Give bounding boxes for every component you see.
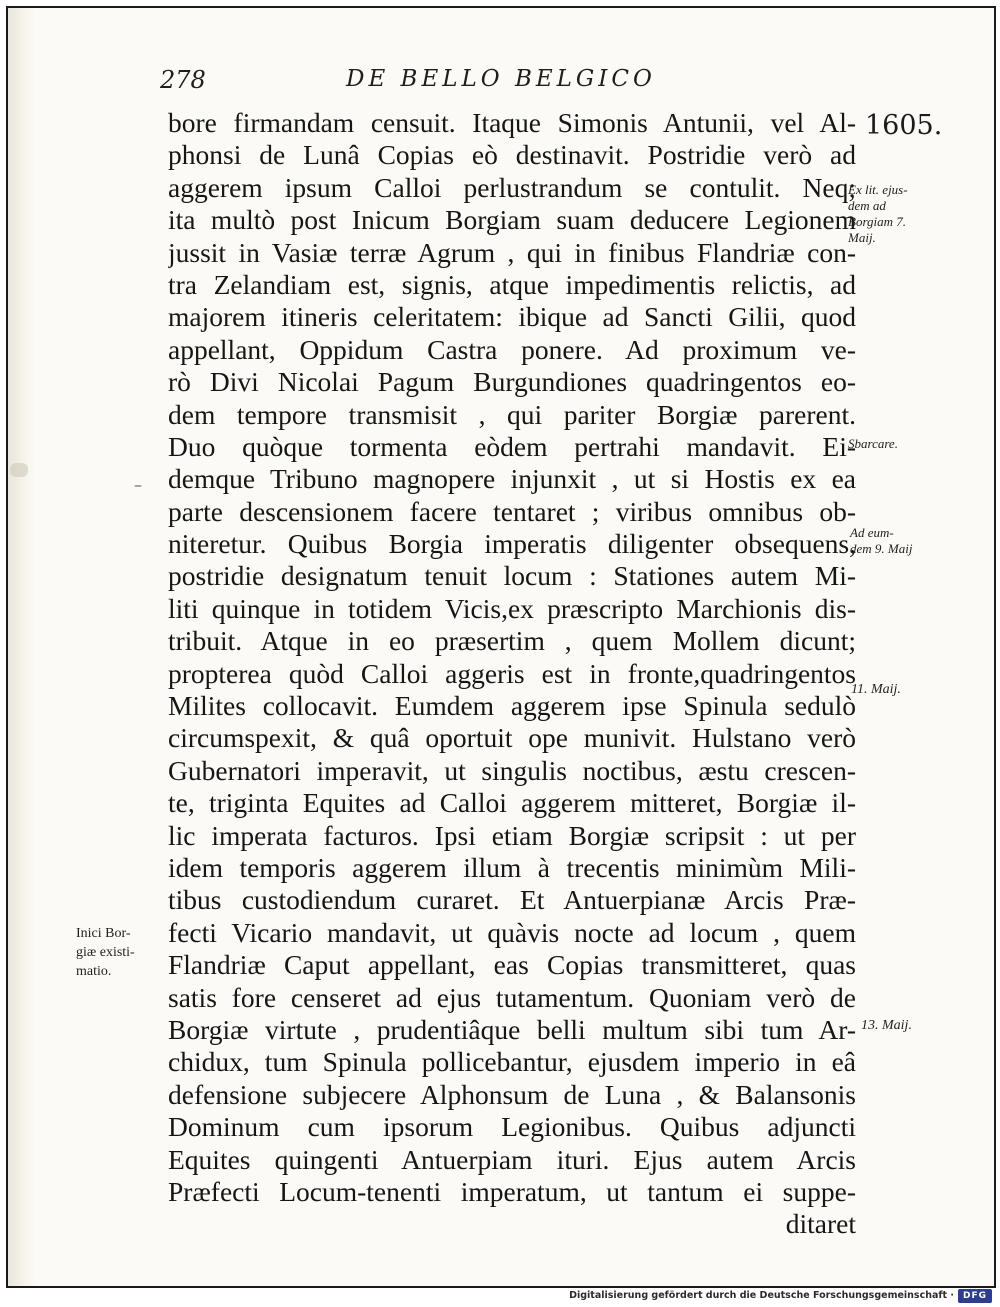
- text-line: phonsi de Lunâ Copias eò destinavit. Postridie verò ad: [168, 139, 856, 171]
- text-line: Milites collocavit. Eumdem aggerem ipse Spinula sedulò: [168, 690, 856, 722]
- page-binding-shadow: [8, 8, 36, 1286]
- text-line: demque Tribuno magnopere injunxit , ut si Hostis ex ea: [168, 463, 856, 495]
- ink-smudge: [10, 463, 28, 477]
- footer: [0, 1288, 1000, 1307]
- text-line: te, triginta Equites ad Calloi aggerem mitteret, Borgiæ il-: [168, 787, 856, 819]
- text-line: dem tempore transmisit , qui pariter Borgiæ parerent.: [168, 398, 856, 430]
- text-line: appellant, Oppidum Castra ponere. Ad proximum ve-: [168, 333, 856, 365]
- text-line: Equites quingenti Antuerpiam ituri. Ejus autem Arcis: [168, 1143, 856, 1175]
- text-line: aggerem ipsum Calloi perlustrandum se contulit. Neq;: [168, 171, 856, 203]
- margin-note-left: Inici Bor- giæ existi- matio.: [76, 926, 135, 979]
- text-line: bore firmandam censuit. Itaque Simonis Antunii, vel Al-: [168, 107, 856, 138]
- text-line: niteretur. Quibus Borgia imperatis diligenter obsequens,: [168, 528, 856, 560]
- text-line: tribuit. Atque in eo præsertim , quem Mollem dicunt;: [168, 625, 856, 657]
- text-line: Præfecti Locum-tenenti imperatum, ut tantum ei suppe-: [168, 1175, 856, 1207]
- text-line: parte descensionem facere tentaret ; viribus omnibus ob-: [168, 495, 856, 527]
- text-line: Duo quòque tormenta eòdem pertrahi mandavit. Ei-: [168, 430, 856, 462]
- margin-note-13-maij: 13. Maij.: [861, 1018, 912, 1033]
- text-line: propterea quòd Calloi aggeris est in fronte,quadringentos: [168, 657, 856, 689]
- body-text: [168, 107, 856, 1241]
- text-line: chidux, tum Spinula pollicebantur, ejusdem imperio in eâ: [168, 1046, 856, 1078]
- page-header: [160, 66, 860, 100]
- text-line: fecti Vicario mandavit, ut quàvis nocte ad locum , quem: [168, 916, 856, 948]
- text-line: Gubernatori imperavit, ut singulis noctibus, æstu crescen-: [168, 754, 856, 786]
- text-line: idem temporis aggerem illum à trecentis minimùm Mili-: [168, 851, 856, 883]
- text-line: majorem itineris celeritatem: ibique ad Sancti Gilii, quod: [168, 301, 856, 333]
- catchword: ditaret: [785, 1208, 856, 1240]
- footer-credit: Digitalisierung gefördert durch die Deutsche Forschungsgemeinschaft ·: [569, 1290, 954, 1301]
- page-number: 278: [160, 66, 206, 94]
- text-line: postridie designatum tenuit locum : Stationes autem Mi-: [168, 560, 856, 592]
- text-line: ita multò post Inicum Borgiam suam deducere Legionem: [168, 204, 856, 236]
- text-line: lic imperata facturos. Ipsi etiam Borgiæ scripsit : ut per: [168, 819, 856, 851]
- margin-year: 1605.: [865, 110, 943, 141]
- dfg-logo: DFG: [958, 1289, 992, 1303]
- text-line: rò Divi Nicolai Pagum Burgundiones quadringentos eo-: [168, 366, 856, 398]
- running-title: DE BELLO BELGICO: [346, 66, 656, 92]
- text-line: liti quinque in totidem Vicis,ex præscripto Marchionis dis-: [168, 592, 856, 624]
- margin-note-letter: Ex lit. ejus- dem ad Borgiam 7. Maij.: [848, 182, 908, 245]
- margin-note-9-maij: Ad eum- dem 9. Maij: [850, 525, 913, 556]
- text-line: circumspexit, & quâ oportuit ope munivit. Hulstano verò: [168, 722, 856, 754]
- text-line: tra Zelandiam est, signis, atque impedimentis relictis, ad: [168, 268, 856, 300]
- text-line: jussit in Vasiæ terræ Agrum , qui in finibus Flandriæ con-: [168, 236, 856, 268]
- text-line: Flandriæ Caput appellant, eas Copias transmitteret, quas: [168, 949, 856, 981]
- margin-note-11-maij: 11. Maij.: [851, 682, 901, 697]
- text-line: tibus custodiendum curaret. Et Antuerpianæ Arcis Præ-: [168, 884, 856, 916]
- margin-note-sbarcare: Sbarcare.: [848, 436, 898, 451]
- margin-mark: –: [134, 475, 142, 494]
- text-line: Dominum cum ipsorum Legionibus. Quibus adjuncti: [168, 1111, 856, 1143]
- text-line: satis fore censeret ad ejus tutamentum. Quoniam verò de: [168, 981, 856, 1013]
- scanned-page: [6, 6, 996, 1288]
- text-line: Borgiæ virtute , prudentiâque belli multum sibi tum Ar-: [168, 1013, 856, 1045]
- text-line: defensione subjecere Alphonsum de Luna , & Balansonis: [168, 1078, 856, 1110]
